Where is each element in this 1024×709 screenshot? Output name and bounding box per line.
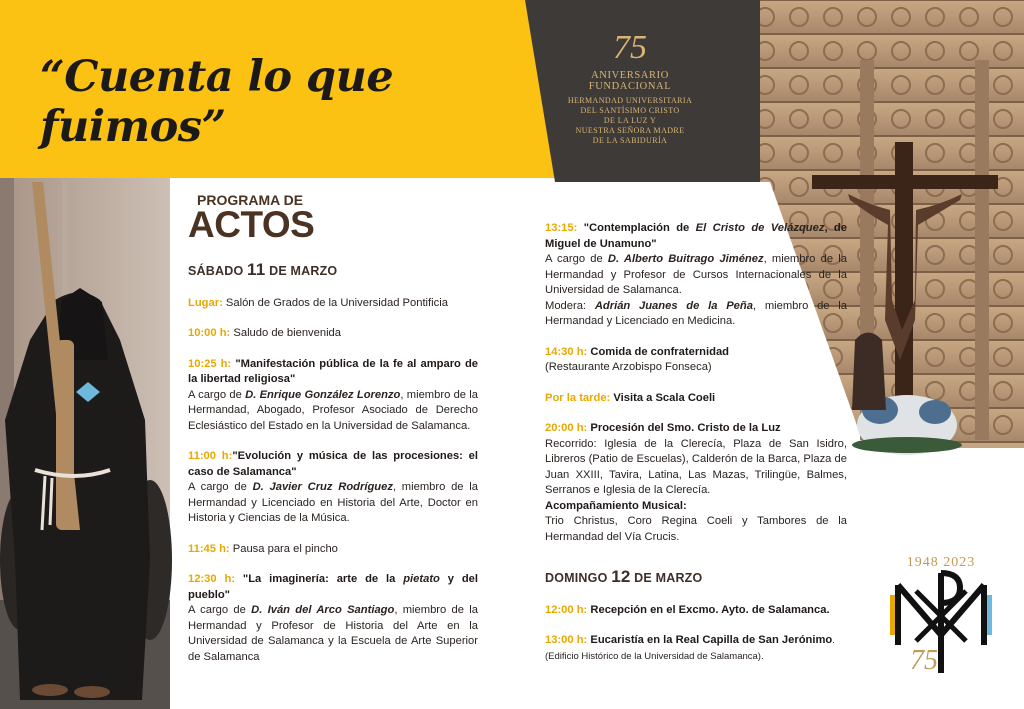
venue-text: Salón de Grados de la Universidad Pontificia — [222, 296, 448, 309]
venue-label: Lugar: — [188, 296, 223, 309]
event-desc: A cargo de — [188, 388, 246, 401]
brotherhood-line: DEL SANTÍSIMO CRISTO — [580, 106, 680, 115]
event-title: y del pueblo" — [188, 573, 478, 601]
music-label: Acompañamiento Musical: — [545, 499, 687, 512]
event-title: Eucaristía en la Real Capilla de San Jerónimo — [587, 634, 833, 646]
anniversary-block — [560, 30, 700, 146]
event-headline: “Cuenta lo que fuimos” — [40, 52, 394, 152]
event-1200 — [545, 603, 847, 619]
procession-route: Recorrido: Iglesia de la Clerecía, Plaza de San Isidro, Libreros (Patio de Escuelas), Calderón de la Barca, Plaza de Juan XXIII, Tavira, Latina, Las Mazas, Trilingüe, Balmes, Serranos e Iglesia de la Clerecía. — [545, 437, 847, 496]
event-1145 — [188, 542, 478, 558]
event-desc: , miembro de la Hermandad, Abogado, Profesor Asociado de Derecho Eclesiástico del Estado en la Universidad de Salamanca. — [188, 388, 478, 432]
brotherhood-line: DE LA LUZ Y — [603, 116, 657, 125]
event-time: 13:00 h: — [545, 634, 588, 646]
event-1000 — [188, 326, 478, 342]
event-title: "Contemplación de — [577, 222, 696, 234]
music-text: Trio Christus, Coro Regina Coeli y Tambores de la Hermandad del Vía Crucis. — [545, 515, 847, 543]
event-title: , de Miguel de Unamuno" — [545, 222, 847, 250]
brotherhood-name — [560, 96, 700, 146]
day-heading-sunday — [545, 569, 847, 587]
event-tarde — [545, 391, 847, 407]
event-time: 12:30 h: — [188, 573, 236, 585]
venue-item — [188, 296, 478, 312]
speaker-name: D. Enrique González Lorenzo — [245, 388, 401, 401]
event-1025 — [188, 357, 478, 435]
anniversary-title: ANIVERSARIO FUNDACIONAL — [588, 70, 672, 92]
brotherhood-line: HERMANDAD UNIVERSITARIA — [567, 96, 693, 105]
event-desc: , miembro de la Hermandad y Licenciado en Historia del Arte, Doctor en Historia y Ciencias de la Música. — [188, 481, 478, 524]
event-desc: , miembro de la Hermandad y Profesor de Cursos Internacionales de la Universidad de Salamanca. — [545, 253, 847, 296]
event-text: Saludo de bienvenida — [230, 327, 342, 339]
anniversary-number: 75 — [613, 29, 647, 66]
day-month: DE MARZO — [630, 571, 703, 585]
moderator-name: Adrián Juanes de la Peña — [594, 299, 753, 312]
event-desc: A cargo de — [188, 481, 253, 493]
speaker-name: D. Alberto Buitrago Jiménez — [607, 253, 764, 265]
brotherhood-line: NUESTRA SEÑORA MADRE — [575, 126, 685, 135]
event-desc: , miembro de la Hermandad y Licenciado en Medicina. — [545, 299, 847, 327]
brotherhood-line: DE LA SABIDURÍA — [592, 136, 668, 145]
event-desc: A cargo de — [545, 253, 608, 265]
event-time: 11:45 h: — [188, 542, 230, 555]
event-1430 — [545, 345, 847, 376]
event-2000 — [545, 421, 847, 545]
program-label: PROGRAMA DE — [197, 192, 304, 208]
event-time: 10:00 h: — [188, 327, 231, 339]
event-time: 14:30 h: — [545, 345, 588, 358]
event-title: "Evolución y música de las procesiones: el caso de Salamanca" — [188, 450, 478, 478]
day-number: 12 — [611, 567, 631, 586]
event-title: "La imaginería: arte de la — [235, 573, 404, 585]
event-1100 — [188, 449, 478, 527]
day-prefix: DOMINGO — [545, 571, 612, 585]
speaker-name: D. Iván del Arco Santiago — [251, 604, 395, 616]
event-time: Por la tarde: — [545, 391, 611, 404]
event-desc: (Restaurante Arzobispo Fonseca) — [545, 361, 712, 373]
day-month: DE MARZO — [265, 264, 338, 278]
event-time: 11:00 h: — [188, 450, 233, 462]
event-time: 10:25 h: — [188, 357, 232, 370]
event-title: Visita a Scala Coeli — [610, 391, 716, 404]
day-number: 11 — [247, 260, 266, 279]
event-1315 — [545, 221, 847, 330]
day-prefix: SÁBADO — [188, 264, 248, 278]
event-title: Procesión del Smo. Cristo de la Luz — [587, 422, 781, 434]
speaker-name: D. Javier Cruz Rodríguez — [252, 481, 393, 493]
event-title: Comida de confraternidad — [587, 345, 730, 358]
anniversary-logo — [886, 555, 996, 685]
event-title: "Manifestación pública de la fe al amparo de la libertad religiosa" — [188, 357, 479, 385]
program-title: ACTOS — [188, 204, 315, 245]
logo-years: 1948 2023 — [906, 555, 976, 570]
schedule-left-column — [188, 262, 478, 680]
event-desc: A cargo de — [188, 604, 252, 616]
event-desc: . (Edificio Histórico de la Universidad de Salamanca). — [545, 635, 835, 662]
event-1300 — [545, 633, 847, 664]
day-heading-saturday — [188, 262, 478, 280]
event-desc: , miembro de la Hermandad y Profesor de Historia del Arte en la Universidad de Salamanca y la Escuela de Arte Superior de Salamanca — [188, 604, 478, 663]
event-1230 — [188, 572, 478, 665]
event-text: Pausa para el pincho — [229, 542, 338, 555]
event-time: 12:00 h: — [545, 603, 588, 616]
event-title: Recepción en el Excmo. Ayto. de Salamanca. — [587, 603, 830, 616]
event-title-italic: pietato — [403, 573, 440, 585]
event-title-italic: El Cristo de Velázquez — [695, 222, 825, 234]
event-time: 20:00 h: — [545, 422, 588, 434]
schedule-right-column — [545, 221, 847, 679]
moderator-label: Modera: — [545, 299, 595, 312]
event-time: 13:15: — [545, 222, 578, 234]
logo-number: 75 — [910, 645, 938, 676]
